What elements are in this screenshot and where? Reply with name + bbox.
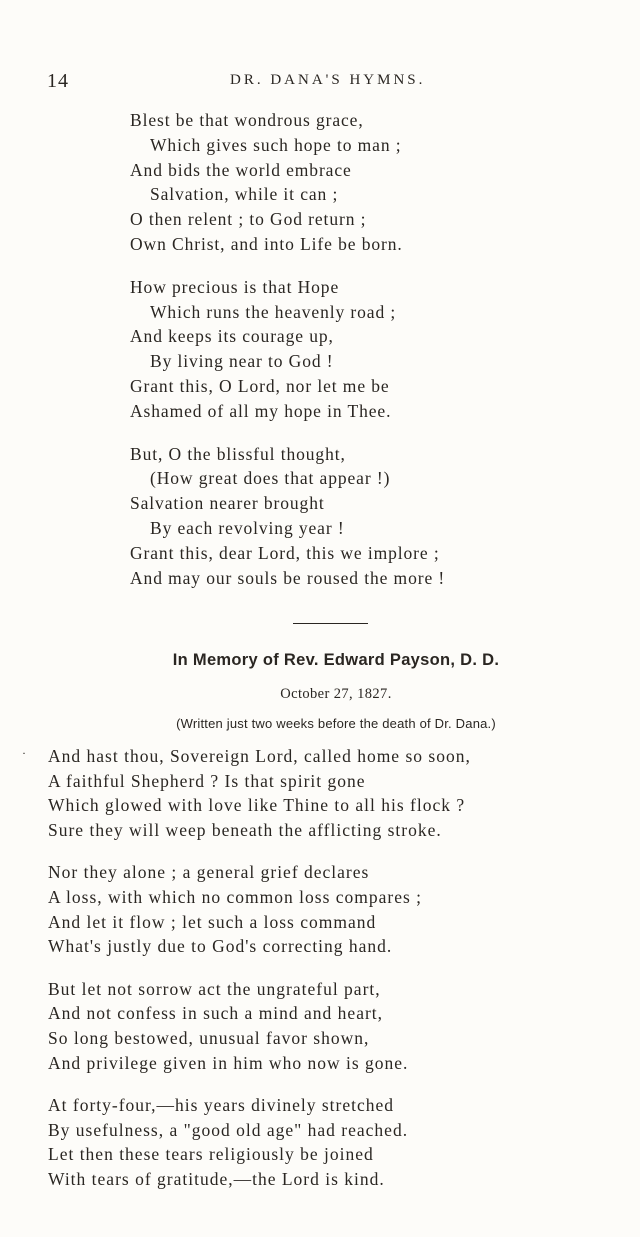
verse-line: But, O the blissful thought, <box>130 443 346 464</box>
verse-line: Which runs the heavenly road ; <box>150 301 397 322</box>
section-divider <box>293 623 368 624</box>
hymn-memorial <box>48 744 628 1210</box>
section-note: (Written just two weeks before the death of Dr. Dana.) <box>176 716 496 731</box>
verse-line: And keeps its courage up, <box>130 326 334 347</box>
stanza <box>130 442 600 591</box>
verse-line: Own Christ, and into Life be born. <box>130 233 403 254</box>
verse-line: Let then these tears religiously be joined <box>48 1144 374 1165</box>
verse-line: A faithful Shepherd ? Is that spirit gone <box>48 770 366 791</box>
verse-line: And hast thou, Sovereign Lord, called home so soon, <box>48 746 471 766</box>
verse-line: Blest be that wondrous grace, <box>130 110 364 130</box>
verse-line: By each revolving year ! <box>150 517 345 538</box>
verse-line: At forty-four,—his years divinely stretched <box>48 1095 395 1116</box>
verse-line: Sure they will weep beneath the afflicting stroke. <box>48 819 442 840</box>
verse-line: Grant this, O Lord, nor let me be <box>130 375 390 396</box>
verse-line: What's justly due to God's correcting hand. <box>48 936 393 957</box>
verse-line: Salvation, while it can ; <box>150 184 339 205</box>
verse-line: And may our souls be roused the more ! <box>130 567 446 588</box>
page-header <box>0 70 640 94</box>
verse-line: And not confess in such a mind and heart, <box>48 1003 384 1024</box>
stanza <box>48 1093 628 1191</box>
margin-mark: · <box>22 746 26 760</box>
verse-line: By living near to God ! <box>150 351 334 372</box>
verse-line: And let it flow ; let such a loss command <box>48 911 377 932</box>
stanza <box>48 977 628 1075</box>
verse-line: Which gives such hope to man ; <box>150 134 402 155</box>
section-date: October 27, 1827. <box>280 686 392 702</box>
verse-line: But let not sorrow act the ungrateful part, <box>48 978 381 999</box>
stanza <box>130 108 600 257</box>
page-number: 14 <box>47 70 69 92</box>
verse-line: How precious is that Hope <box>130 276 340 297</box>
verse-line: And privilege given in him who now is gone. <box>48 1052 409 1073</box>
stanza <box>130 275 600 424</box>
hymn-grace <box>130 108 600 608</box>
stanza <box>48 860 628 958</box>
verse-line: Ashamed of all my hope in Thee. <box>130 400 392 421</box>
section-title: In Memory of Rev. Edward Payson, D. D. <box>172 651 500 669</box>
verse-line: Salvation nearer brought <box>130 493 325 514</box>
verse-line: So long bestowed, unusual favor shown, <box>48 1027 370 1048</box>
verse-line: (How great does that appear !) <box>150 468 391 489</box>
verse-line: By usefulness, a "good old age" had reached. <box>48 1119 409 1140</box>
verse-line: Grant this, dear Lord, this we implore ; <box>130 542 440 563</box>
verse-line: Nor they alone ; a general grief declares <box>48 862 370 883</box>
verse-line: A loss, with which no common loss compares ; <box>48 886 423 907</box>
verse-line: O then relent ; to God return ; <box>130 209 367 230</box>
running-head: DR. DANA'S HYMNS. <box>230 72 426 88</box>
verse-line: And bids the world embrace <box>130 159 352 180</box>
verse-line: Which glowed with love like Thine to all his flock ? <box>48 795 466 816</box>
stanza <box>48 744 628 842</box>
verse-line: With tears of gratitude,—the Lord is kind. <box>48 1168 385 1189</box>
